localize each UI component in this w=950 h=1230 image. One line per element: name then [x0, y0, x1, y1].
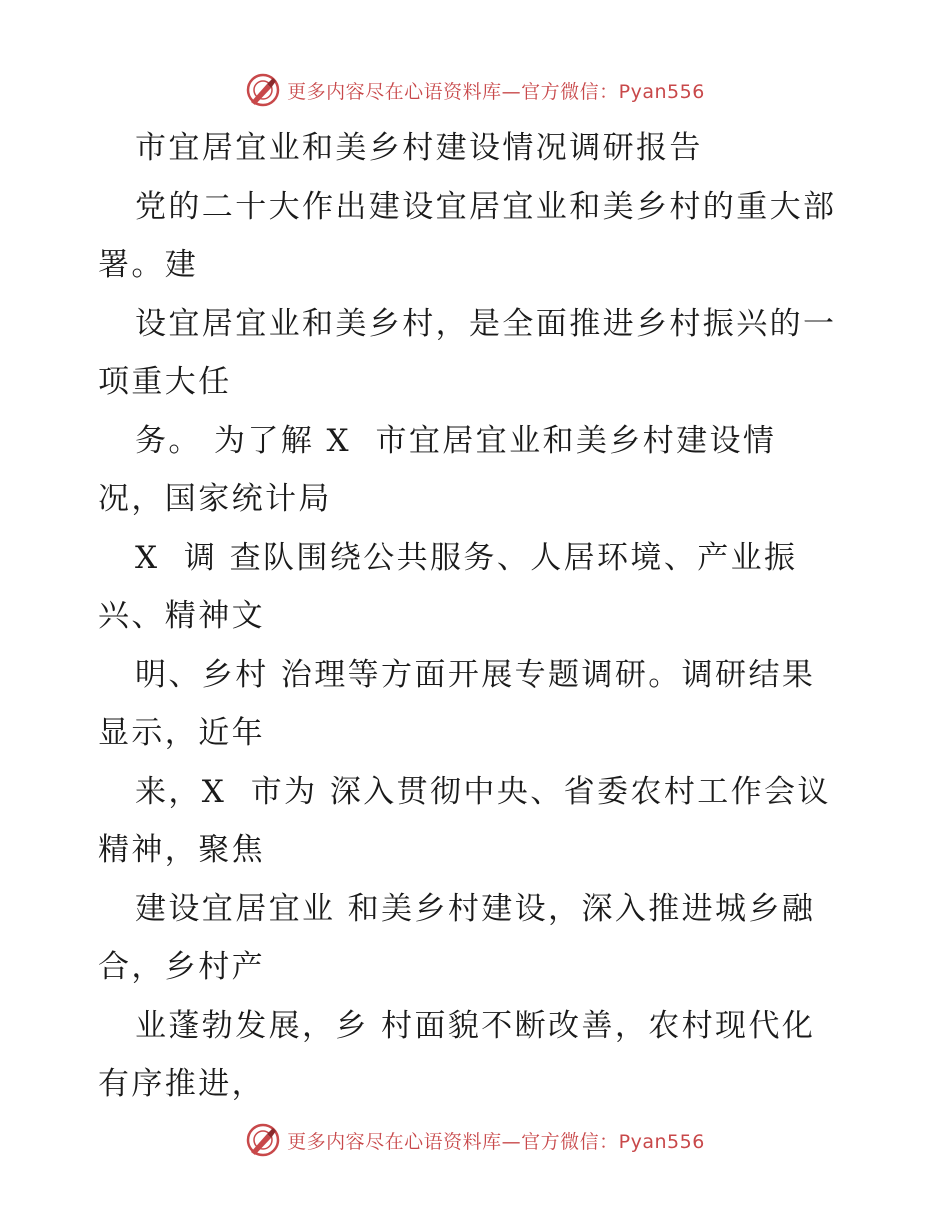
paragraph-line: 合，乡村产	[98, 949, 265, 985]
paragraph-line: 建设宜居宜业 和美乡村建设，深入推进城乡融	[135, 891, 816, 927]
paragraph-line: 署。建	[98, 247, 199, 283]
watermark-text: 更多内容尽在心语资料库—官方微信：Pyan556	[287, 80, 705, 103]
header-watermark	[0, 70, 950, 110]
paragraph-line: 务。 为了解 X 市宜居宜业和美乡村建设情	[135, 423, 777, 459]
paragraph-line: 明、乡村 治理等方面开展专题调研。调研结果	[135, 657, 816, 693]
paragraph-line: 显示，近年	[98, 715, 265, 751]
paragraph-line: 设宜居宜业和美乡村，是全面推进乡村振兴的一	[135, 306, 837, 342]
watermark-wechat-id: Pyan556	[618, 80, 705, 103]
paragraph-line: 来，X 市为 深入贯彻中央、省委农村工作会议	[135, 774, 831, 810]
paragraph-line: 业蓬勃发展，乡 村面貌不断改善，农村现代化	[135, 1008, 816, 1044]
document-title: 市宜居宜业和美乡村建设情况调研报告	[135, 130, 703, 166]
paragraph-line: 项重大任	[98, 364, 232, 400]
footer-watermark	[0, 1120, 950, 1160]
paragraph-line: 精神，聚焦	[98, 832, 265, 868]
paragraph-line: 况，国家统计局	[98, 481, 332, 517]
watermark-text: 更多内容尽在心语资料库—官方微信：Pyan556	[287, 1130, 705, 1153]
paragraph-line: 兴、精神文	[98, 598, 265, 634]
pen-logo-icon	[245, 72, 281, 108]
watermark-wechat-id: Pyan556	[618, 1130, 705, 1153]
pen-logo-icon	[245, 1122, 281, 1158]
paragraph-line: 有序推进，	[98, 1066, 265, 1102]
paragraph-line: 党的二十大作出建设宜居宜业和美乡村的重大部	[135, 189, 837, 225]
paragraph-line: X 调 查队围绕公共服务、人居环境、产业振	[135, 540, 798, 576]
